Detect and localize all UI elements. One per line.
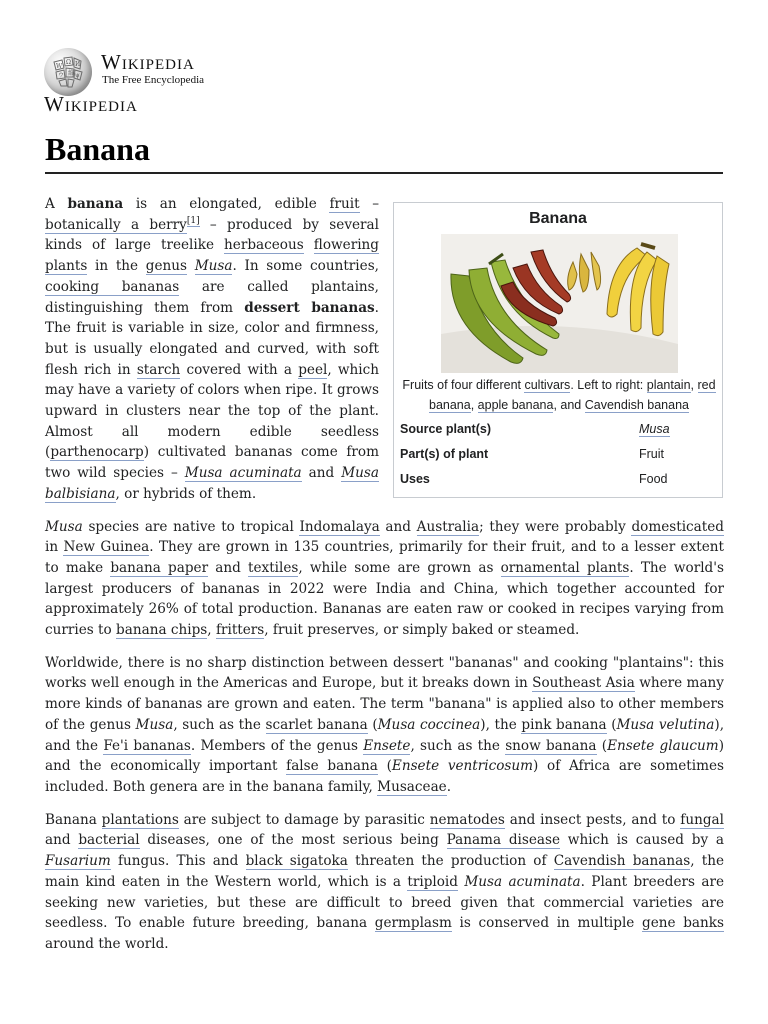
link-musa-acuminata[interactable]: Musa acuminata [184,465,302,482]
text-run: Worldwide, there is no sharp distinction between dessert "bananas" and cooking "plantains": this works well enough in the Americas and Europe, but it breaks down in [45,654,724,692]
wikipedia-globe-logo[interactable] [44,48,92,96]
site-name[interactable]: Wikipedia [101,50,195,74]
link-cavendish-bananas[interactable]: Cavendish bananas [553,853,691,870]
link-banana-chips[interactable]: banana chips [116,622,208,639]
text-run: , such as the [410,737,506,754]
link-nematodes[interactable]: nematodes [429,811,505,828]
text-run: diseases, one of the most serious being [139,832,447,849]
text-run: Banana [45,811,102,828]
text-run: where many more kinds of bananas are grown and eaten. The term "banana" is applied also to other members of the genus [45,675,724,733]
link-indomalaya[interactable]: Indomalaya [299,518,380,535]
reference-1[interactable]: [1] [186,216,200,227]
text-run: are called plantains, distinguishing them from [45,278,379,316]
link-musa-balbisiana[interactable]: Musa balbisiana [45,465,379,502]
link-cultivars[interactable]: cultivars [524,378,571,392]
text-run: . The world's largest producers of bananas in 2022 were India and China, which together accounted for approximately 26% of total production. Bananas are eaten raw or cooked in recipes varying from curries to [45,559,724,639]
term-musa: Musa [135,716,174,733]
text-run: . Members of the genus [190,737,364,754]
link-ensete[interactable]: Ensete [363,737,411,754]
paragraph-terminology [45,653,724,798]
link-triploid[interactable]: triploid [407,873,458,890]
text-run: ) and the economically important [45,737,725,775]
text-run: – [359,196,379,212]
infobox-label: Uses [400,472,430,486]
caption-text: , [470,398,478,412]
term-dessert-bananas: dessert bananas [244,299,375,316]
text-run: ( [377,758,392,775]
link-cooking-bananas[interactable]: cooking bananas [45,278,180,295]
link-flowering-plants[interactable]: flowering plants [45,237,379,275]
text-run: . [446,778,452,795]
text-run: , [207,622,216,639]
text-run: is conserved in multiple [451,915,642,932]
link-musa[interactable]: Musa [194,258,233,275]
text-run: . In some countries, [232,258,379,275]
paragraph-distribution [45,517,724,641]
text-run: , which may have a variety of colors when ripe. It grows upward in clusters near the top of the plant. Almost all modern edible seedless ( [45,361,380,461]
text-run: and [301,465,342,482]
link-musaceae[interactable]: Musaceae [377,778,447,795]
text-run: , fruit preserves, or simply baked or steamed. [264,622,580,639]
link-snow-banana[interactable]: snow banana [505,737,597,754]
text-run: ( [606,716,617,733]
link-gene-banks[interactable]: gene banks [642,915,724,932]
text-run: ; they were probably [479,518,632,535]
link-panama-disease[interactable]: Panama disease [446,832,561,849]
infobox-value: Food [639,472,668,486]
term-ensete-ventricosum: Ensete ventricosum [391,758,534,775]
caption-text: Fruits of four different [402,378,525,392]
text-run: , while some are grown as [298,559,501,576]
svg-text:Ω: Ω [66,59,71,66]
title-divider [45,172,723,174]
text-run: . They are grown in 135 countries, primarily for their fruit, and to a lesser extent to make [45,539,724,576]
text-run: , the main kind eaten in the Western world, which is a [45,853,724,890]
svg-text:ウ: ウ [58,72,65,79]
link-cavendish-banana[interactable]: Cavendish banana [584,398,689,412]
text-run: . The fruit is variable in size, color and firmness, but is usually elongated and curved, with soft flesh rich in [45,299,379,378]
caption-text: , and [553,398,585,412]
text-run: fungus. This and [110,853,246,870]
link-banana-paper[interactable]: banana paper [110,559,209,576]
term-ensete-glaucum: Ensete glaucum [607,737,719,754]
caption-text: , [690,378,698,392]
text-run: covered with a [180,361,299,378]
text-run: ( [367,716,378,733]
link-bacterial[interactable]: bacterial [78,832,140,849]
link-peel[interactable]: peel [298,361,328,378]
svg-text:W: W [56,63,63,70]
text-run: , such as the [173,716,266,733]
link-new-guinea[interactable]: New Guinea [63,539,150,556]
link-botanically-a-berry[interactable]: botanically a berry [45,216,187,233]
article-body [45,194,724,967]
link-fritters[interactable]: fritters [215,622,265,639]
text-run: ) cultivated bananas come from two wild species – [45,444,379,482]
caption-text: . Left to right: [570,378,647,392]
paragraph-intro [45,194,379,505]
term-musa-acuminata: Musa acuminata [464,873,581,890]
text-run: ( [596,737,608,754]
link-fusarium[interactable]: Fusarium [45,853,111,870]
text-run: which is caused by a [560,832,725,849]
site-wordmark[interactable]: Wikipedia [44,92,138,116]
link-pink-banana[interactable]: pink banana [521,716,607,733]
link-australia[interactable]: Australia [416,518,480,535]
term-banana: banana [67,196,124,212]
infobox-value-link[interactable]: Musa [639,422,670,436]
term-musa: Musa [45,518,83,535]
text-run: and [379,518,417,535]
text-run: in [45,539,64,556]
link-scarlet-banana[interactable]: scarlet banana [265,716,368,733]
text-run: and insect pests, and to [504,811,681,828]
infobox-label: Source plant(s) [400,422,491,436]
text-run: and [208,559,249,576]
link-fungal[interactable]: fungal [680,811,724,828]
link-fei-bananas[interactable]: Fe'i bananas [103,737,191,754]
link-ornamental-plants[interactable]: ornamental plants [500,559,630,576]
text-run: around the world. [45,935,169,952]
link-black-sigatoka[interactable]: black sigatoka [245,853,348,870]
link-parthenocarp[interactable]: parthenocarp [50,444,144,461]
link-southeast-asia[interactable]: Southeast Asia [532,675,635,692]
link-starch[interactable]: starch [136,361,181,378]
text-run: , or hybrids of them. [115,485,257,502]
page-title: Banana [45,131,150,167]
link-fruit[interactable]: fruit [329,196,360,212]
text-run: A [45,196,68,212]
site-header [44,44,344,118]
text-run: in the [87,258,146,275]
svg-text:И: И [75,61,81,68]
term-musa-coccinea: Musa coccinea [377,716,481,733]
text-run: ), and the [45,716,725,754]
infobox-title: Banana [529,210,587,227]
site-tagline: The Free Encyclopedia [102,74,205,86]
link-genus[interactable]: genus [145,258,187,275]
text-run [304,237,314,253]
infobox-label: Part(s) of plant [400,447,489,461]
text-run: threaten the production of [347,853,554,870]
link-domesticated[interactable]: domesticated [631,518,724,535]
link-plantations[interactable]: plantations [101,811,179,828]
svg-text:維: 維 [68,70,75,77]
term-musa-velutina: Musa velutina [616,716,715,733]
text-run [187,258,195,274]
svg-text:ψ: ψ [75,72,80,79]
link-germplasm[interactable]: germplasm [374,915,452,932]
link-plantain[interactable]: plantain [646,378,691,392]
text-run: species are native to tropical [82,518,300,535]
link-textiles[interactable]: textiles [248,559,299,576]
text-run: – produced by several kinds of large treelike [45,216,379,254]
text-run: is an elongated, edible [123,196,330,212]
paragraph-diseases [45,810,724,955]
text-run: are subject to damage by parasitic [178,811,430,828]
link-apple-banana[interactable]: apple banana [477,398,554,412]
text-run: . Plant breeders are seeking new varieties, but these are difficult to breed given that commercial varieties are seedless. To enable future breeding, banana [45,873,725,932]
link-herbaceous[interactable]: herbaceous [224,237,304,254]
link-red-banana[interactable]: red banana [429,378,716,412]
text-run: and [45,832,79,849]
text-run: ), the [480,716,522,733]
infobox-value: Fruit [639,447,664,461]
link-false-banana[interactable]: false banana [286,758,378,775]
text-run: ) of Africa are sometimes included. Both genera are in the banana family, [45,758,724,795]
